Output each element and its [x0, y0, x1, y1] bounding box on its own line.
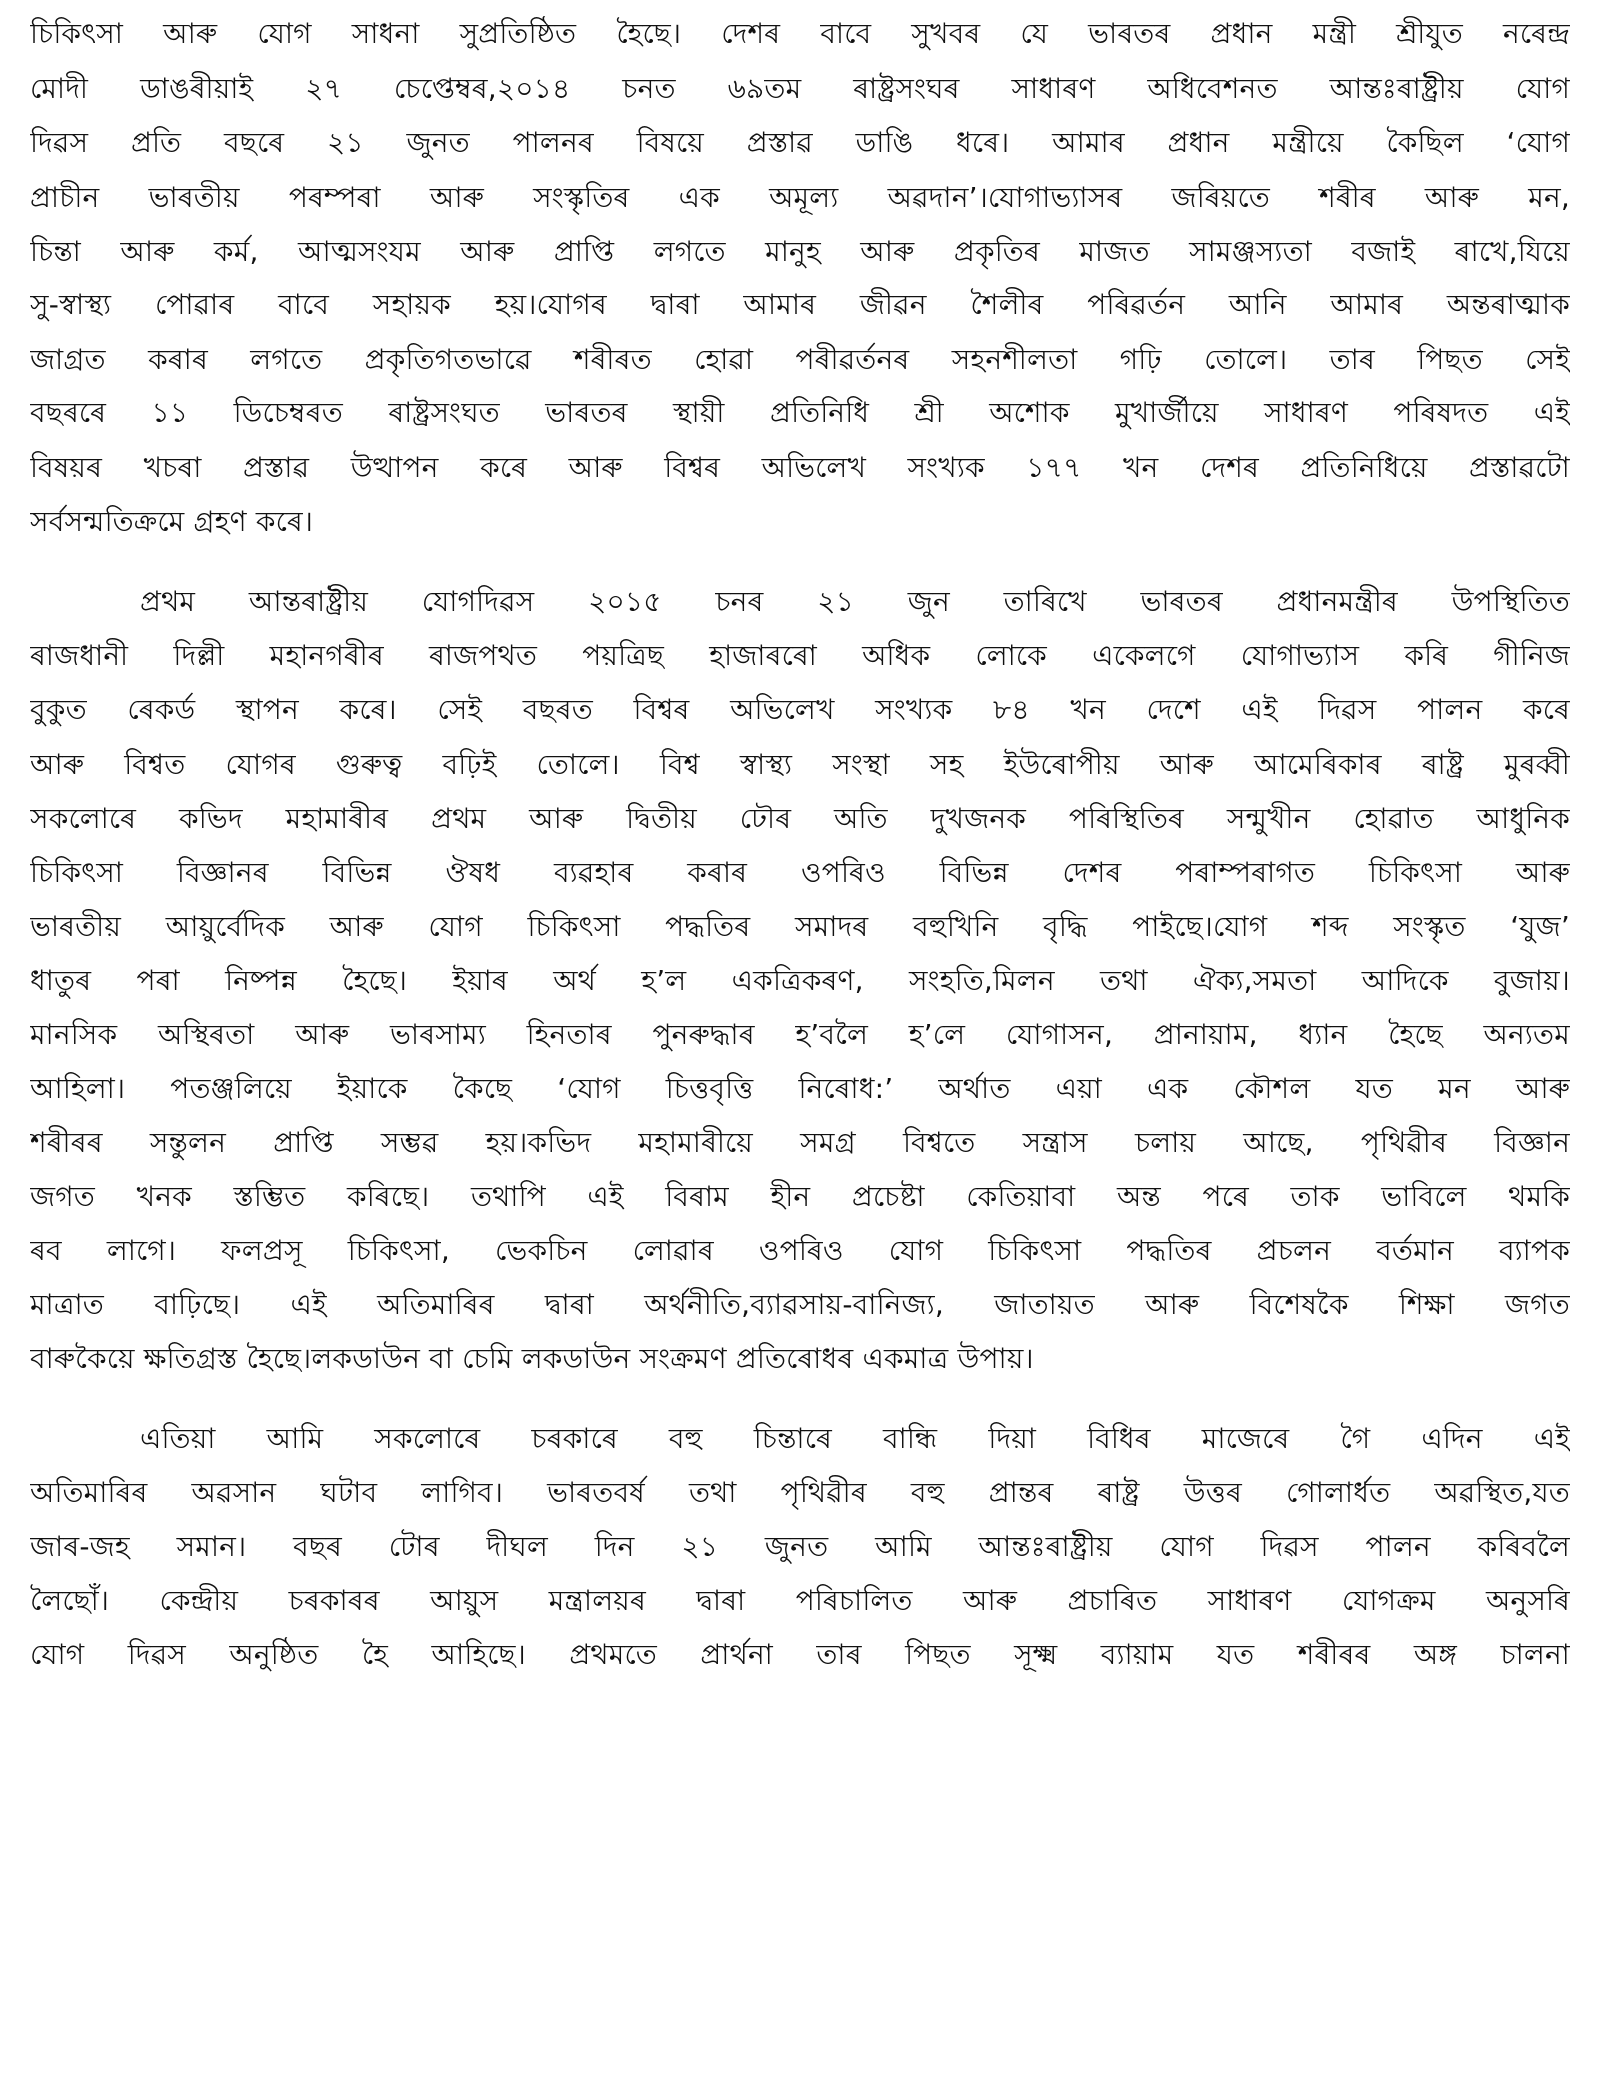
paragraph-2-line-15: বাৰুকৈয়ে ক্ষতিগ্ৰস্ত হৈছে।লকডাউন বা চেমি লকডাউন সংক্ৰমণ প্ৰতিৰোধৰ একমাত্ৰ উপায়।: [30, 1342, 1034, 1375]
paragraph-2-line-4: আৰু বিশ্বত যোগৰ গুৰুত্ব বঢ়িই তোলে। বিশ্ব স্বাস্থ্য সংস্থা সহ ইউৰোপীয় আৰু আমেৰিকাৰ ৰাষ্ট্ৰ মুৰব্বী: [30, 748, 1570, 781]
paragraph-2-line-11: শৰীৰৰ সন্তুলন প্ৰাপ্তি সম্ভৱ হয়।কভিদ মহামাৰীয়ে সমগ্ৰ বিশ্বতে সন্ত্ৰাস চলায় আছে, পৃথিৱীৰ বিজ্ঞান: [30, 1126, 1570, 1159]
paragraph-1-line-7: জাগ্ৰত কৰাৰ লগতে প্ৰকৃতিগতভাৱে শৰীৰত হোৱা পৰীৱৰ্তনৰ সহনশীলতা গঢ়ি তোলে। তাৰ পিছত সেই: [30, 343, 1570, 376]
paragraph-2-line-6: চিকিৎসা বিজ্ঞানৰ বিভিন্ন ঔষধ ব্যৱহাৰ কৰাৰ ওপৰিও বিভিন্ন দেশৰ পৰাম্পৰাগত চিকিৎসা আৰু: [30, 856, 1570, 889]
paragraph-2-line-3: বুকুত ৰেকৰ্ড স্থাপন কৰে। সেই বছৰত বিশ্বৰ অভিলেখ সংখ্যক ৮৪ খন দেশে এই দিৱস পালন কৰে: [30, 693, 1570, 726]
paragraph-2-line-8: ধাতুৰ পৰা নিষ্পন্ন হৈছে। ইয়াৰ অৰ্থ হ’ল একত্ৰিকৰণ, সংহতি,মিলন তথা ঐক্য,সমতা আদিকে বুজায়।: [30, 964, 1570, 997]
paragraph-2-line-1: প্ৰথম আন্তৰাষ্ট্ৰীয় যোগদিৱস ২০১৫ চনৰ ২১ জুন তাৰিখে ভাৰতৰ প্ৰধানমন্ত্ৰীৰ উপস্থিতিত: [140, 585, 1570, 618]
paragraph-1-line-8: বছৰৰে ১১ ডিচেম্বৰত ৰাষ্ট্ৰসংঘত ভাৰতৰ স্থায়ী প্ৰতিনিধি শ্ৰী অশোক মুখাৰ্জীয়ে সাধাৰণ পৰিষদত এই: [30, 396, 1570, 429]
paragraph-3-line-4: লৈছোঁ। কেন্দ্ৰীয় চৰকাৰৰ আয়ুস মন্ত্ৰালয়ৰ দ্বাৰা পৰিচালিত আৰু প্ৰচাৰিত সাধাৰণ যোগক্ৰম অনুসৰি: [30, 1584, 1570, 1617]
paragraph-3-line-2: অতিমাৰিৰ অৱসান ঘটাব লাগিব। ভাৰতবৰ্ষ তথা পৃথিৱীৰ বহু প্ৰান্তৰ ৰাষ্ট্ৰ উত্তৰ গোলাৰ্ধত অৱস্থিত,যত: [30, 1476, 1570, 1509]
paragraph-1-line-4: প্ৰাচীন ভাৰতীয় পৰম্পৰা আৰু সংস্কৃতিৰ এক অমূল্য অৱদান’।যোগাভ্যাসৰ জৰিয়তে শৰীৰ আৰু মন,: [30, 181, 1570, 214]
paragraph-1-line-3: দিৱস প্ৰতি বছৰে ২১ জুনত পালনৰ বিষয়ে প্ৰস্তাৱ ডাঙি ধৰে। আমাৰ প্ৰধান মন্ত্ৰীয়ে কৈছিল ‘যোগ: [30, 126, 1570, 159]
paragraph-2-line-10: আহিলা। পতঞ্জলিয়ে ইয়াকে কৈছে ‘যোগ চিত্তবৃত্তি নিৰোধ:’ অৰ্থাত এয়া এক কৌশল যত মন আৰু: [30, 1072, 1570, 1105]
paragraph-3-line-5: যোগ দিৱস অনুষ্ঠিত হৈ আহিছে। প্ৰথমতে প্ৰাৰ্থনা তাৰ পিছত সূক্ষ্ম ব্যায়াম যত শৰীৰৰ অঙ্গ চালনা: [30, 1638, 1570, 1671]
paragraph-2-line-13: ৰব লাগে। ফলপ্ৰসূ চিকিৎসা, ভেকচিন লোৱাৰ ওপৰিও যোগ চিকিৎসা পদ্ধতিৰ প্ৰচলন বৰ্তমান ব্যাপক: [30, 1234, 1570, 1267]
paragraph-2-line-2: ৰাজধানী দিল্লী মহানগৰীৰ ৰাজপথত পয়ত্ৰিছ হাজাৰৰো অধিক লোকে একেলগে যোগাভ্যাস কৰি গীনিজ: [30, 639, 1570, 672]
paragraph-1-line-2: মোদী ডাঙৰীয়াই ২৭ চেপ্তেম্বৰ,২০১৪ চনত ৬৯তম ৰাষ্ট্ৰসংঘৰ সাধাৰণ অধিবেশনত আন্তঃৰাষ্ট্ৰীয় যোগ: [30, 72, 1570, 105]
paragraph-3-line-1: এতিয়া আমি সকলোৰে চৰকাৰে বহু চিন্তাৰে বান্ধি দিয়া বিধিৰ মাজেৰে গৈ এদিন এই: [140, 1422, 1570, 1455]
paragraph-2-line-14: মাত্ৰাত বাঢ়িছে। এই অতিমাৰিৰ দ্বাৰা অৰ্থনীতি,ব্যাৱসায়-বানিজ্য, জাতায়ত আৰু বিশেষকৈ শিক্ষা জগত: [30, 1288, 1570, 1321]
paragraph-2-line-7: ভাৰতীয় আয়ুৰ্বেদিক আৰু যোগ চিকিৎসা পদ্ধতিৰ সমাদৰ বহুখিনি বৃদ্ধি পাইছে।যোগ শব্দ সংস্কৃত ‘যুজ’: [30, 910, 1570, 943]
paragraph-3-line-3: জাৰ-জহ সমান। বছৰ টোৰ দীঘল দিন ২১ জুনত আমি আন্তঃৰাষ্ট্ৰীয় যোগ দিৱস পালন কৰিবলৈ: [30, 1530, 1570, 1563]
paragraph-2-line-12: জগত খনক স্তম্ভিত কৰিছে। তথাপি এই বিৰাম হীন প্ৰচেষ্টা কেতিয়াবা অন্ত পৰে তাক ভাবিলে থমকি: [30, 1180, 1570, 1213]
paragraph-1-line-5: চিন্তা আৰু কৰ্ম, আত্মসংযম আৰু প্ৰাপ্তি লগতে মানুহ আৰু প্ৰকৃতিৰ মাজত সামঞ্জস্যতা বজাই ৰাখে,যিয়ে: [30, 235, 1570, 268]
paragraph-1-line-1: চিকিৎসা আৰু যোগ সাধনা সুপ্ৰতিষ্ঠিত হৈছে। দেশৰ বাবে সুখবৰ যে ভাৰতৰ প্ৰধান মন্ত্ৰী শ্ৰীযুত নৰেন্দ্ৰ: [30, 17, 1570, 50]
paragraph-2-line-9: মানসিক অস্থিৰতা আৰু ভাৰসাম্য হিনতাৰ পুনৰুদ্ধাৰ হ’বলৈ হ’লে যোগাসন, প্ৰানায়াম, ধ্যান হৈছে অন্যতম: [30, 1018, 1570, 1051]
paragraph-1-line-6: সু-স্বাস্থ্য পোৱাৰ বাবে সহায়ক হয়।যোগৰ দ্বাৰা আমাৰ জীৱন শৈলীৰ পৰিৱৰ্তন আনি আমাৰ অন্তৰাত্মাক: [30, 288, 1570, 321]
paragraph-2-line-5: সকলোৰে কভিদ মহামাৰীৰ প্ৰথম আৰু দ্বিতীয় ঢৌৰ অতি দুখজনক পৰিস্থিতিৰ সন্মুখীন হোৱাত আধুনিক: [30, 802, 1570, 835]
paragraph-1-line-10: সৰ্বসন্মতিক্ৰমে গ্ৰহণ কৰে।: [30, 505, 314, 538]
paragraph-1-line-9: বিষয়ৰ খচৰা প্ৰস্তাৱ উত্থাপন কৰে আৰু বিশ্বৰ অভিলেখ সংখ্যক ১৭৭ খন দেশৰ প্ৰতিনিধিয়ে প্ৰস্তাৱটো: [30, 451, 1570, 484]
